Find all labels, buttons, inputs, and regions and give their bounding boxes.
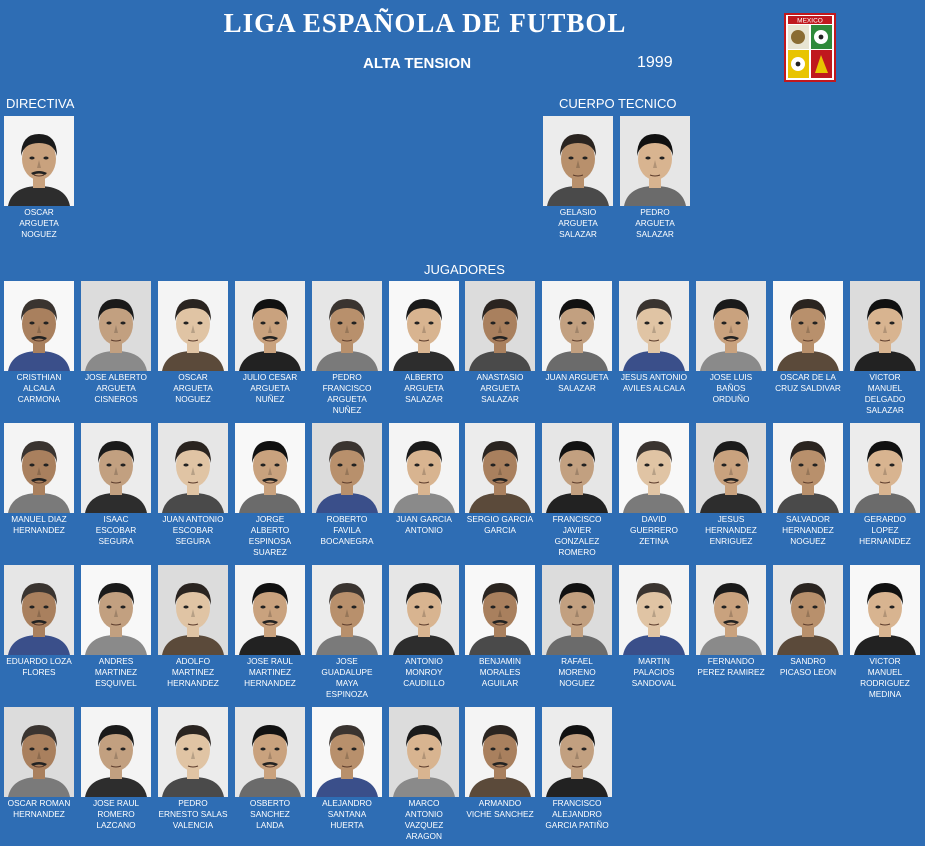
portrait-photo: [619, 281, 689, 371]
player-card: [4, 565, 74, 678]
person-name: JULIO CESAR ARGUETA NUÑEZ: [242, 372, 298, 404]
player-card: [81, 281, 151, 405]
portrait-photo: [4, 423, 74, 513]
portrait-photo: [543, 116, 613, 206]
portrait-photo: [696, 281, 766, 371]
league-logo: [784, 13, 836, 82]
person-name: JESUS ANTONIO AVILES ALCALA: [620, 372, 688, 393]
person-name: ISAAC ESCOBAR SEGURA: [95, 514, 137, 546]
portrait-photo: [235, 423, 305, 513]
person-name: FRANCISCO ALEJANDRO GARCIA PATIÑO: [545, 798, 609, 830]
player-card: [542, 281, 612, 394]
cuerpo-tecnico-card: [620, 116, 690, 240]
portrait-photo: [81, 707, 151, 797]
player-card: [465, 707, 535, 820]
player-card: [773, 423, 843, 547]
portrait-photo: [542, 423, 612, 513]
portrait-photo: [850, 565, 920, 655]
portrait-photo: [81, 281, 151, 371]
portrait-photo: [158, 565, 228, 655]
person-name: ROBERTO FAVILA BOCANEGRA: [320, 514, 374, 546]
portrait-photo: [389, 423, 459, 513]
portrait-photo: [696, 423, 766, 513]
person-name: FERNANDO PEREZ RAMIREZ: [697, 656, 765, 677]
portrait-photo: [158, 423, 228, 513]
portrait-photo: [235, 707, 305, 797]
player-card: [235, 423, 305, 558]
portrait-photo: [4, 281, 74, 371]
player-card: [542, 565, 612, 689]
portrait-photo: [235, 281, 305, 371]
cuerpo-tecnico-card: [543, 116, 613, 240]
cuerpo-tecnico-label: CUERPO TECNICO: [559, 96, 677, 111]
portrait-photo: [158, 707, 228, 797]
player-card: [4, 707, 74, 820]
person-name: ANASTASIO ARGUETA SALAZAR: [476, 372, 524, 404]
portrait-photo: [465, 423, 535, 513]
player-card: [81, 707, 151, 831]
player-card: [389, 423, 459, 536]
portrait-photo: [312, 565, 382, 655]
person-name: PEDRO ERNESTO SALAS VALENCIA: [158, 798, 228, 830]
player-card: [696, 565, 766, 678]
jugadores-label: JUGADORES: [424, 262, 505, 277]
person-name: JORGE ALBERTO ESPINOSA SUAREZ: [248, 514, 292, 557]
portrait-photo: [235, 565, 305, 655]
player-card: [850, 423, 920, 547]
player-card: [465, 281, 535, 405]
person-name: OSCAR ARGUETA NOGUEZ: [19, 207, 59, 239]
portrait-photo: [4, 707, 74, 797]
player-card: [465, 565, 535, 689]
portrait-photo: [389, 281, 459, 371]
portrait-photo: [4, 565, 74, 655]
player-card: [312, 423, 382, 547]
person-name: JESUS HERNANDEZ ENRIGUEZ: [705, 514, 757, 546]
portrait-photo: [619, 565, 689, 655]
portrait-photo: [389, 565, 459, 655]
portrait-photo: [81, 565, 151, 655]
person-name: OSCAR ROMAN HERNANDEZ: [7, 798, 71, 819]
person-name: JUAN GARCIA ANTONIO: [396, 514, 452, 535]
player-card: [465, 423, 535, 536]
player-card: [235, 281, 305, 405]
person-name: ARMANDO VICHE SANCHEZ: [466, 798, 534, 819]
portrait-photo: [465, 565, 535, 655]
player-card: [773, 565, 843, 678]
person-name: GELASIO ARGUETA SALAZAR: [558, 207, 598, 239]
person-name: MARTIN PALACIOS SANDOVAL: [631, 656, 677, 688]
player-card: [158, 281, 228, 405]
portrait-photo: [773, 281, 843, 371]
person-name: SANDRO PICASO LEON: [779, 656, 837, 677]
person-name: OSBERTO SANCHEZ LANDA: [249, 798, 291, 830]
person-name: EDUARDO LOZA FLORES: [6, 656, 72, 677]
player-card: [542, 707, 612, 831]
person-name: ANTONIO MONROY CAUDILLO: [403, 656, 445, 688]
portrait-photo: [81, 423, 151, 513]
person-name: BENJAMIN MORALES AGUILAR: [479, 656, 521, 688]
person-name: ALEJANDRO SANTANA HUERTA: [322, 798, 372, 830]
portrait-photo: [773, 565, 843, 655]
portrait-photo: [850, 281, 920, 371]
player-card: [4, 423, 74, 536]
person-name: OSCAR DE LA CRUZ SALDIVAR: [775, 372, 841, 393]
portrait-photo: [158, 281, 228, 371]
page-title: LIGA ESPAÑOLA DE FUTBOL: [223, 8, 627, 38]
person-name: JOSE RAUL MARTINEZ HERNANDEZ: [244, 656, 296, 688]
person-name: DAVID GUERRERO ZETINA: [630, 514, 678, 546]
directiva-card: [4, 116, 74, 240]
player-card: [312, 565, 382, 700]
portrait-photo: [619, 423, 689, 513]
portrait-photo: [312, 423, 382, 513]
player-card: [619, 423, 689, 547]
portrait-photo: [312, 281, 382, 371]
person-name: SERGIO GARCIA GARCIA: [466, 514, 534, 535]
player-card: [235, 565, 305, 689]
player-card: [619, 281, 689, 394]
directiva-label: DIRECTIVA: [6, 96, 75, 111]
team-name: ALTA TENSION: [363, 55, 472, 72]
portrait-photo: [542, 281, 612, 371]
person-name: MARCO ANTONIO VAZQUEZ ARAGON: [404, 798, 444, 841]
person-name: VICTOR MANUEL DELGADO SALAZAR: [864, 372, 906, 415]
portrait-photo: [465, 281, 535, 371]
person-name: ADOLFO MARTINEZ HERNANDEZ: [167, 656, 219, 688]
player-card: [619, 565, 689, 689]
person-name: FRANCISCO JAVIER GONZALEZ ROMERO: [552, 514, 602, 557]
portrait-photo: [312, 707, 382, 797]
player-card: [158, 565, 228, 689]
person-name: JUAN ANTONIO ESCOBAR SEGURA: [162, 514, 224, 546]
person-name: JOSE LUIS BAÑOS ORDUÑO: [709, 372, 753, 404]
person-name: JOSE RAUL ROMERO LAZCANO: [92, 798, 140, 830]
player-card: [235, 707, 305, 831]
person-name: SALVADOR HERNANDEZ NOGUEZ: [782, 514, 834, 546]
player-card: [4, 281, 74, 405]
person-name: MANUEL DIAZ HERNANDEZ: [11, 514, 67, 535]
portrait-photo: [542, 565, 612, 655]
season-year: 1999: [637, 54, 673, 71]
logo-text: MEXICO: [797, 17, 823, 25]
player-card: [850, 281, 920, 416]
portrait-photo: [850, 423, 920, 513]
player-card: [158, 423, 228, 547]
player-card: [389, 281, 459, 405]
person-name: ANDRES MARTINEZ ESQUIVEL: [94, 656, 138, 688]
portrait-photo: [542, 707, 612, 797]
person-name: PEDRO FRANCISCO ARGUETA NUÑEZ: [322, 372, 372, 415]
person-name: JUAN ARGUETA SALAZAR: [545, 372, 609, 393]
player-card: [773, 281, 843, 394]
person-name: JOSE ALBERTO ARGUETA CISNEROS: [85, 372, 147, 404]
portrait-photo: [620, 116, 690, 206]
person-name: RAFAEL MORENO NOGUEZ: [558, 656, 596, 688]
person-name: PEDRO ARGUETA SALAZAR: [635, 207, 675, 239]
player-card: [389, 707, 459, 842]
person-name: GERARDO LOPEZ HERNANDEZ: [859, 514, 911, 546]
person-name: VICTOR MANUEL RODRIGUEZ MEDINA: [860, 656, 910, 699]
person-name: OSCAR ARGUETA NOGUEZ: [173, 372, 213, 404]
portrait-photo: [465, 707, 535, 797]
portrait-photo: [773, 423, 843, 513]
player-card: [312, 707, 382, 831]
player-card: [81, 423, 151, 547]
player-card: [696, 423, 766, 547]
player-card: [542, 423, 612, 558]
person-name: ALBERTO ARGUETA SALAZAR: [404, 372, 444, 404]
player-card: [389, 565, 459, 689]
player-card: [158, 707, 228, 831]
portrait-photo: [389, 707, 459, 797]
portrait-photo: [4, 116, 74, 206]
person-name: JOSE GUADALUPE MAYA ESPINOZA: [321, 656, 373, 699]
player-card: [850, 565, 920, 700]
player-card: [81, 565, 151, 689]
player-card: [696, 281, 766, 405]
person-name: CRISTHIAN ALCALA CARMONA: [16, 372, 62, 404]
portrait-photo: [696, 565, 766, 655]
player-card: [312, 281, 382, 416]
